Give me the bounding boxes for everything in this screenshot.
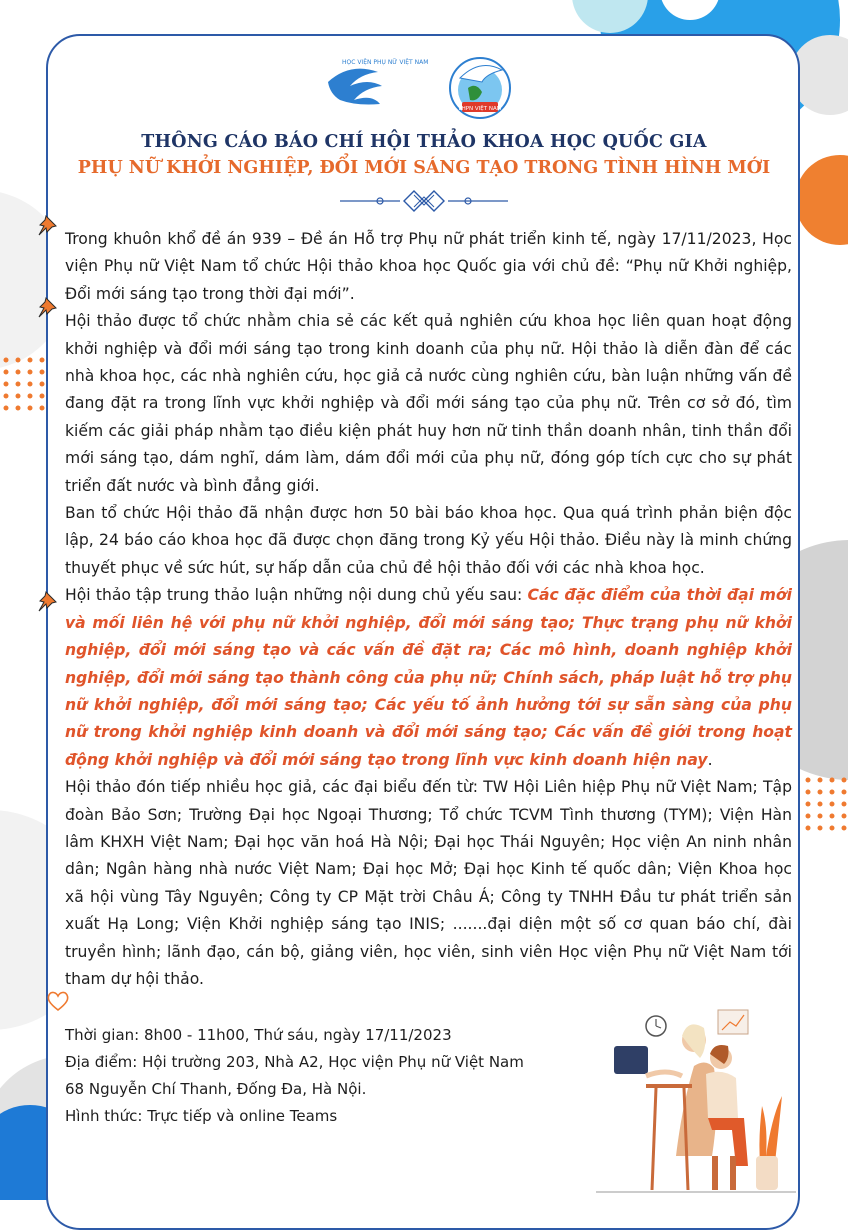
- heart-icon: [45, 990, 71, 1012]
- pushpin-icon: [36, 296, 58, 318]
- topics-end: .: [707, 750, 713, 769]
- svg-text:HỌC VIỆN PHỤ NỮ VIỆT NAM: HỌC VIỆN PHỤ NỮ VIỆT NAM: [342, 59, 429, 66]
- event-time: Thời gian: 8h00 - 11h00, Thứ sáu, ngày 17/11/2023: [65, 1026, 452, 1044]
- paragraph-intro: Trong khuôn khổ đề án 939 – Đề án Hỗ trợ Phụ nữ phát triển kinh tế, ngày 17/11/2023, Học viện Phụ nữ Việt Nam tổ chức Hội thảo khoa học Quốc gia với chủ đề: “Phụ nữ Khởi nghiệp, Đổi mới sáng tạo trong thời đại mới”.: [65, 230, 792, 303]
- paragraph-papers: Ban tổ chức Hội thảo đã nhận được hơn 50 bài báo khoa học. Qua quá trình phản biện độc lập, 24 báo cáo khoa học đã được chọn đăng trong Kỷ yếu Hội thảo. Điều này là minh chứng thuyết phục về sức hút, sự hấp dẫn của chủ đề hội thảo đối với các nhà khoa học.: [65, 504, 792, 577]
- topics-highlight: Các đặc điểm của thời đại mới và mối liên hệ với phụ nữ khởi nghiệp, đổi mới sáng tạo; Thực trạng phụ nữ khởi nghiệp, đổi mới sáng tạo và các vấn đề đặt ra; Các mô hình, doanh nghiệp khởi nghiệp, đổi mới sáng tạo thành công của phụ nữ; Chính sách, pháp luật hỗ trợ phụ nữ khởi nghiệp, đổi mới sáng tạo; Các yếu tố ảnh hưởng tới sự sẵn sàng của phụ nữ trong khởi nghiệp kinh doanh và đổi mới sáng tạo; Các vấn đề giới trong hoạt động khởi nghiệp và đổi mới sáng tạo trong lĩnh vực kinh doanh hiện nay: [65, 586, 792, 769]
- svg-text:LHPN VIỆT NAM: LHPN VIỆT NAM: [458, 106, 502, 112]
- dot-grid-left: [4, 358, 45, 411]
- academy-logo: [328, 58, 428, 105]
- logos: [320, 52, 530, 122]
- page-title: THÔNG CÁO BÁO CHÍ HỘI THẢO KHOA HỌC QUỐC GIA: [141, 132, 707, 152]
- event-info: [65, 1022, 605, 1130]
- chart-board-icon: [718, 1010, 748, 1034]
- paragraph-attendees: Hội thảo đón tiếp nhiều học giả, các đại biểu đến từ: TW Hội Liên hiệp Phụ nữ Việt Nam; Tập đoàn Bảo Sơn; Trường Đại học Ngoại Thương; Tổ chức TCVM Tình thương (TYM); Viện Hàn lâm KHXH Việt Nam; Đại học văn hoá Hà Nội; Đại học Thái Nguyên; Học viện An ninh nhân dân; Ngân hàng nhà nước Việt Nam; Đại học Mở; Đại học Kinh tế quốc dân; Viện Khoa học xã hội vùng Tây Nguyên; Công ty CP Mặt trời Châu Á; Công ty TNHH Đầu tư phát triển sản xuất Hạ Long; Viện Khởi nghiệp sáng tạo INIS; .......đại diện một số cơ quan báo chí, đài truyền hình; lãnh đạo, cán bộ, giảng viên, học viên, sinh viên Học viện Phụ nữ Việt Nam tới tham dự hội thảo.: [65, 778, 792, 988]
- union-logo-icon: [450, 58, 510, 118]
- dot-grid-right: [806, 778, 847, 831]
- event-place: Địa điểm: Hội trường 203, Nhà A2, Học viện Phụ nữ Việt Nam: [65, 1053, 524, 1071]
- paragraph-purpose: Hội thảo được tổ chức nhằm chia sẻ các kết quả nghiên cứu khoa học liên quan hoạt động khởi nghiệp và đổi mới sáng tạo trong kinh doanh của phụ nữ. Hội thảo là diễn đàn để các nhà khoa học, các nhà nghiên cứu, học giả cả nước cùng nghiên cứu, bàn luận những vấn đề đang đặt ra trong lĩnh vực khởi nghiệp và đổi mới sáng tạo của phụ nữ. Trên cơ sở đó, tìm kiếm các giải pháp nhằm tạo điều kiện phát huy hơn nữ tinh thần doanh nhân, tinh thần đổi mới sáng tạo, dám nghĩ, dám làm, dám đổi mới của phụ nữ, đóng góp tích cực cho sự phát triển đất nước và bình đẳng giới.: [65, 312, 792, 495]
- pushpin-icon: [36, 214, 58, 236]
- page-subtitle: PHỤ NỮ KHỞI NGHIỆP, ĐỔI MỚI SÁNG TẠO TRONG TÌNH HÌNH MỚI: [77, 158, 771, 178]
- paragraph-topics: [65, 582, 792, 774]
- event-address: 68 Nguyễn Chí Thanh, Đống Đa, Hà Nội.: [65, 1080, 367, 1098]
- topics-intro: Hội thảo tập trung thảo luận những nội dung chủ yếu sau:: [65, 586, 528, 605]
- press-release-body: [65, 226, 792, 993]
- tablet-icon: [614, 1046, 648, 1074]
- event-format: Hình thức: Trực tiếp và online Teams: [65, 1107, 338, 1125]
- corner-circle-orange: [795, 155, 848, 245]
- women-working-illustration: [596, 1006, 796, 1196]
- ornament-divider: [340, 186, 508, 216]
- pushpin-icon: [36, 590, 58, 612]
